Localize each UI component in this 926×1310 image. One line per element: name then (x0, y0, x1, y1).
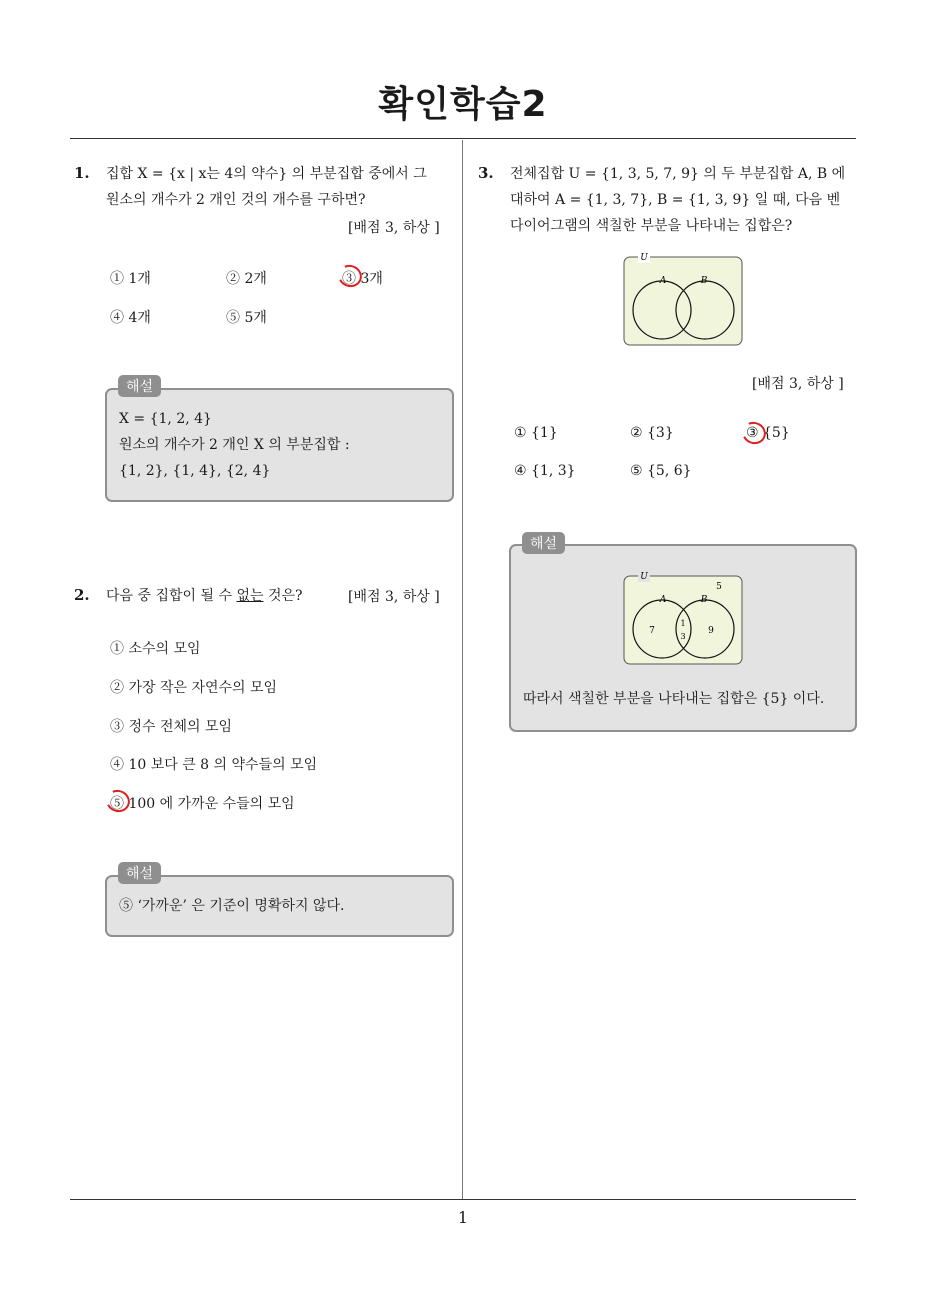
q2-text-pre: 다음 중 집합이 될 수 (106, 588, 237, 604)
q3-sol-venn-both-top: 1 (680, 619, 686, 628)
column-divider (462, 140, 463, 1200)
q3-option-3[interactable]: ③ {5} (746, 425, 790, 441)
q2-text (106, 583, 303, 609)
q3-sol-venn-a-only: 7 (649, 626, 655, 636)
q1-line2: 원소의 개수가 2 개인 것의 개수를 구하면? (106, 192, 366, 208)
page-number: 1 (457, 1208, 469, 1227)
q3-option-4[interactable]: ④ {1, 3} (514, 463, 576, 479)
q3-sol-venn-label-b: B (700, 595, 708, 605)
q1-option-1[interactable]: ① 1개 (110, 271, 151, 287)
q3-number: 3. (478, 164, 494, 182)
q2-option-4[interactable]: ④ 10 보다 큰 8 의 약수들의 모임 (110, 757, 318, 773)
q3-venn-label-b: B (700, 276, 708, 286)
q1-option-5[interactable]: ⑤ 5개 (226, 310, 267, 326)
q3-option-2[interactable]: ② {3} (630, 425, 674, 441)
footer-rule (70, 1199, 856, 1200)
q1-option-3[interactable]: ③ 3개 (342, 271, 383, 287)
q1-line1: 집합 X = {x | x는 4의 약수} 의 부분집합 중에서 그 (106, 166, 427, 182)
q3-venn-label-u: U (640, 253, 648, 263)
q3-line3: 다이어그램의 색칠한 부분을 나타내는 집합은? (510, 218, 793, 234)
q3-line1: 전체집합 U = {1, 3, 5, 7, 9} 의 두 부분집합 A, B 에 (510, 166, 846, 182)
q3-sol-venn-label-u: U (640, 572, 648, 582)
q2-number: 2. (74, 586, 90, 604)
q1-sol-line3: {1, 2}, {1, 4}, {2, 4} (119, 463, 271, 479)
q2-option-5[interactable]: ⑤ 100 에 가까운 수들의 모임 (110, 796, 295, 812)
q3-answer-mark (739, 419, 769, 448)
q2-text-post: 것은? (263, 588, 303, 604)
q2-option-1[interactable]: ① 소수의 모임 (110, 641, 201, 657)
q3-points: [배점 3, 하상 ] (752, 376, 844, 392)
q1-sol-line1: X = {1, 2, 4} (119, 411, 212, 427)
q3-venn-diagram (622, 250, 746, 348)
q1-solution-box (105, 388, 454, 502)
q3-sol-venn-outside: 5 (716, 582, 722, 592)
q3-solution-tag: 해설 (522, 532, 565, 554)
q2-text-underlined: 없는 (236, 588, 264, 604)
q3-sol-venn-b-only: 9 (708, 626, 714, 636)
q1-sol-line2: 원소의 개수가 2 개인 X 의 부분집합 : (119, 437, 350, 453)
q1-number: 1. (74, 164, 90, 182)
q2-solution-box (105, 875, 454, 937)
q3-venn-label-a: A (659, 276, 667, 286)
q2-option-3[interactable]: ③ 정수 전체의 모임 (110, 719, 233, 735)
header-rule (70, 138, 856, 139)
q2-sol-line: ⑤ ‘가까운’ 은 기준이 명확하지 않다. (119, 898, 345, 914)
q2-option-2[interactable]: ② 가장 작은 자연수의 모임 (110, 680, 278, 696)
q1-option-4[interactable]: ④ 4개 (110, 310, 151, 326)
q3-line2: 대하여 A = {1, 3, 7}, B = {1, 3, 9} 일 때, 다음 벤 (510, 192, 841, 208)
q3-sol-line: 따라서 색칠한 부분을 나타내는 집합은 {5} 이다. (523, 691, 825, 707)
q3-sol-venn-both-bottom: 3 (680, 632, 686, 641)
q3-sol-venn-label-a: A (659, 595, 667, 605)
q3-option-1[interactable]: ① {1} (514, 425, 558, 441)
q1-solution-tag: 해설 (118, 375, 161, 397)
q2-points: [배점 3, 하상 ] (348, 589, 440, 605)
q2-solution-tag: 해설 (118, 862, 161, 884)
q3-text (510, 161, 858, 239)
q1-points: [배점 3, 하상 ] (348, 220, 440, 236)
q3-option-5[interactable]: ⑤ {5, 6} (630, 463, 692, 479)
q1-text (106, 161, 454, 213)
q3-sol-venn-diagram (622, 569, 746, 667)
page-title: 확인학습2 (378, 84, 548, 125)
q3-solution-box (509, 544, 857, 732)
q1-option-2[interactable]: ② 2개 (226, 271, 267, 287)
